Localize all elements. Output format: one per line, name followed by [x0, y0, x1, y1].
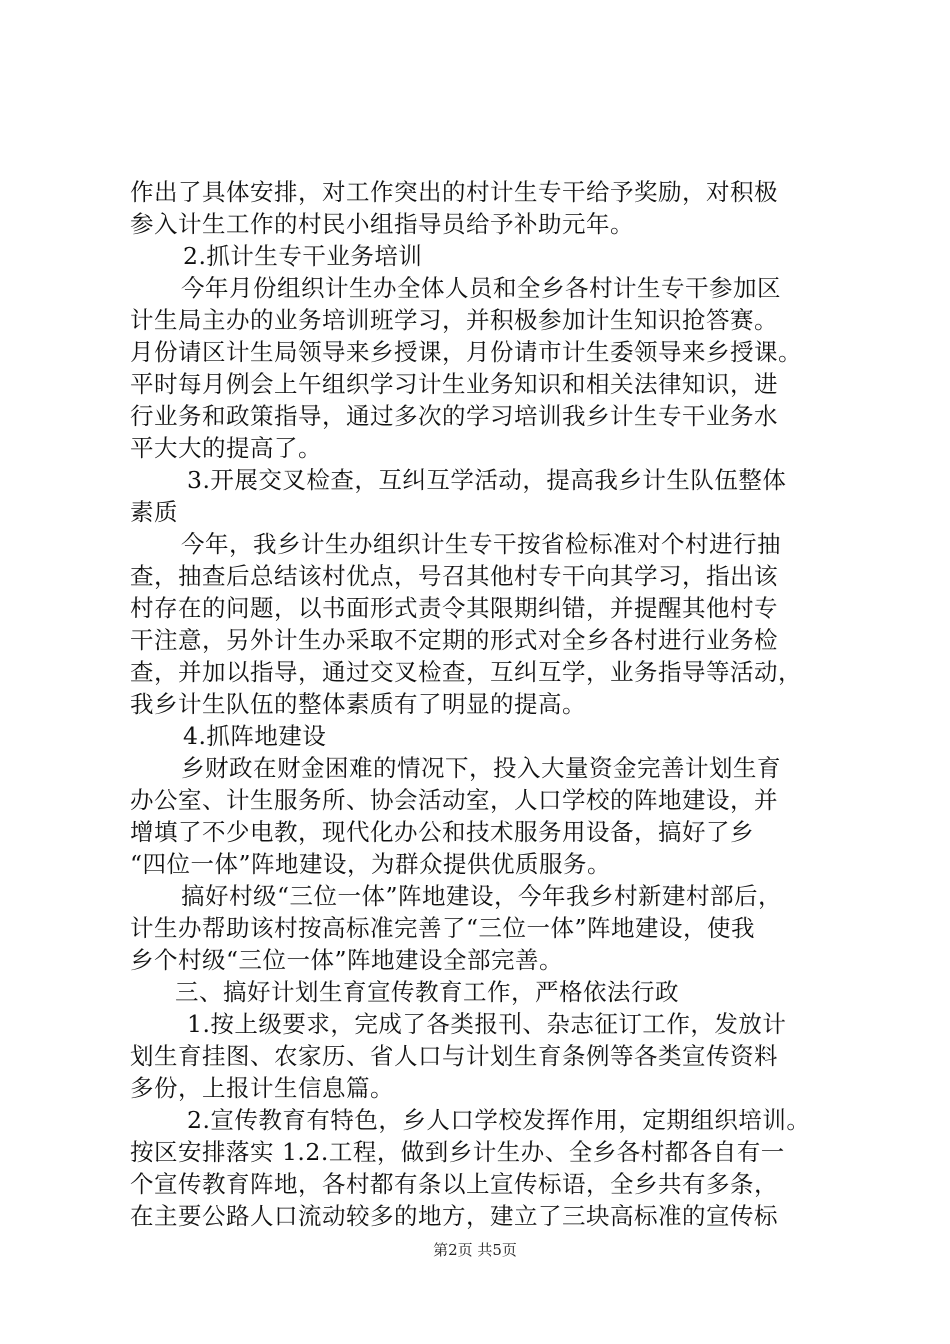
text-line: 2.宣传教育有特色，乡人口学校发挥作用，定期组织培训。 — [187, 1106, 811, 1134]
page-number-footer: 第2页 共5页 — [433, 1241, 517, 1259]
text-line: 行业务和政策指导，通过多次的学习培训我乡计生专干业务水 — [130, 402, 778, 430]
text-line: 按区安排落实 1.2.工程，做到乡计生办、全乡各村都各自有一 — [130, 1138, 785, 1166]
section-heading: 2.抓计生专干业务培训 — [183, 242, 423, 270]
text-line: 我乡计生队伍的整体素质有了明显的提高。 — [130, 690, 586, 718]
text-line: “四位一体”阵地建设，为群众提供优质服务。 — [130, 850, 612, 878]
text-line: 办公室、计生服务所、协会活动室，人口学校的阵地建设，并 — [130, 786, 778, 814]
text-line: 多份，上报计生信息篇。 — [130, 1074, 394, 1102]
text-line: 计生办帮助该村按高标准完善了“三位一体”阵地建设，使我 — [130, 914, 756, 942]
text-line: 查，抽查后总结该村优点，号召其他村专干向其学习，指出该 — [130, 562, 778, 590]
text-line: 增填了不少电教，现代化办公和技术服务用设备，搞好了乡 — [130, 818, 754, 846]
section-heading: 4.抓阵地建设 — [183, 722, 327, 750]
text-line: 1.按上级要求，完成了各类报刊、杂志征订工作，发放计 — [187, 1010, 787, 1038]
text-line: 乡个村级“三位一体”阵地建设全部完善。 — [130, 946, 564, 974]
text-line: 平时每月例会上午组织学习计生业务知识和相关法律知识，进 — [130, 370, 778, 398]
text-line: 今年月份组织计生办全体人员和全乡各村计生专干参加区 — [181, 274, 781, 302]
text-line: 计生局主办的业务培训班学习，并积极参加计生知识抢答赛。 — [130, 306, 778, 334]
section-heading: 素质 — [130, 498, 178, 526]
text-line: 个宣传教育阵地，各村都有条以上宣传标语，全乡共有多条， — [130, 1170, 778, 1198]
text-line: 参入计生工作的村民小组指导员给予补助元年。 — [130, 210, 634, 238]
text-line: 查，并加以指导，通过交叉检查，互纠互学，业务指导等活动， — [130, 658, 802, 686]
section-heading: 3.开展交叉检查，互纠互学活动，提高我乡计生队伍整体 — [187, 466, 787, 494]
text-line: 划生育挂图、农家历、省人口与计划生育条例等各类宣传资料 — [130, 1042, 778, 1070]
text-line: 作出了具体安排，对工作突出的村计生专干给予奖励，对积极 — [130, 178, 778, 206]
text-line: 平大大的提高了。 — [130, 434, 322, 462]
text-line: 乡财政在财金困难的情况下，投入大量资金完善计划生育 — [181, 754, 781, 782]
text-line: 今年，我乡计生办组织计生专干按省检标准对个村进行抽 — [181, 530, 781, 558]
text-line: 村存在的问题，以书面形式责令其限期纠错，并提醒其他村专 — [130, 594, 778, 622]
text-line: 干注意，另外计生办采取不定期的形式对全乡各村进行业务检 — [130, 626, 778, 654]
text-line: 月份请区计生局领导来乡授课，月份请市计生委领导来乡授课。 — [130, 338, 802, 366]
text-line: 在主要公路人口流动较多的地方，建立了三块高标准的宣传标 — [130, 1202, 778, 1230]
section-heading: 三、搞好计划生育宣传教育工作，严格依法行政 — [175, 978, 679, 1006]
text-line: 搞好村级“三位一体”阵地建设，今年我乡村新建村部后， — [181, 882, 783, 910]
